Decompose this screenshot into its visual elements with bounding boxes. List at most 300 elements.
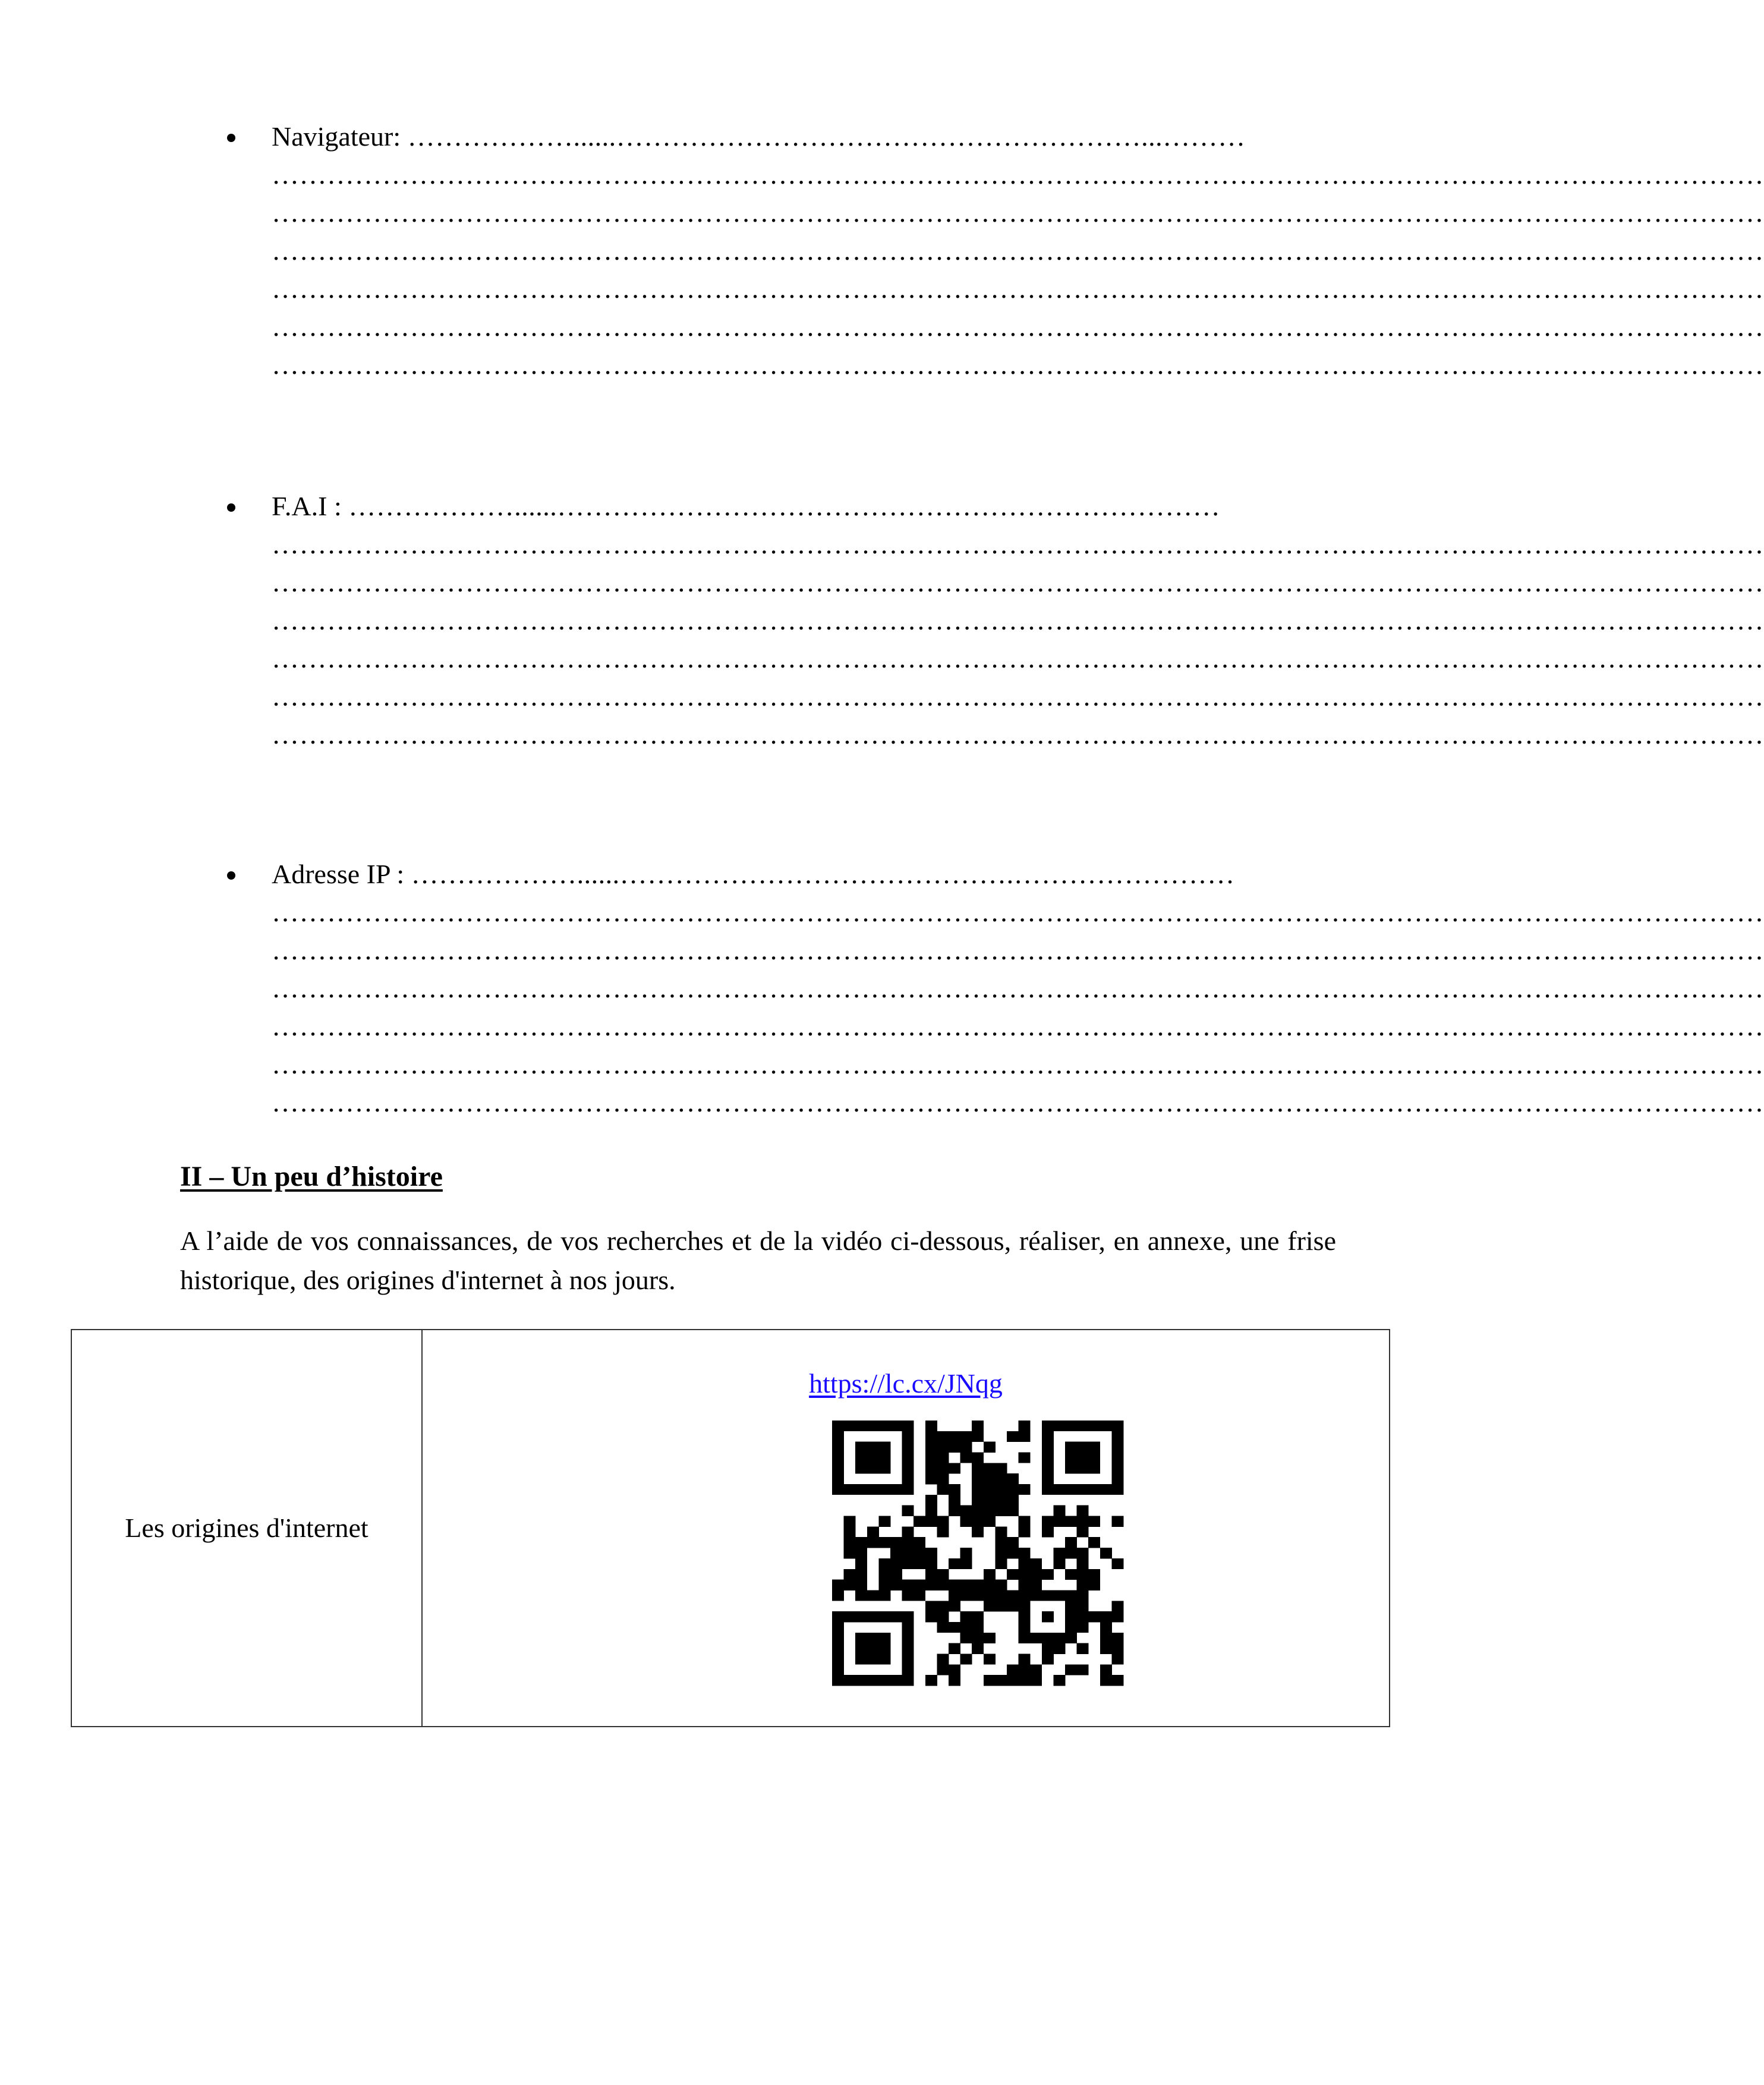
qr-module [1111, 1601, 1123, 1611]
qr-module [1019, 1526, 1031, 1537]
qr-module [1053, 1675, 1065, 1686]
answer-line: ……………………………………………………………………………………………………………………………………………… [272, 197, 1764, 228]
qr-module [949, 1463, 960, 1473]
qr-module [1100, 1622, 1112, 1633]
answer-line: ……………………………………………………………………………………………………………………………………………… [272, 1011, 1764, 1041]
qr-module [1053, 1590, 1065, 1601]
qr-module [844, 1675, 856, 1686]
qr-module [1042, 1653, 1054, 1664]
qr-module [937, 1569, 949, 1580]
qr-module [878, 1453, 890, 1463]
qr-module [878, 1463, 890, 1473]
qr-module [1042, 1453, 1054, 1463]
qr-module [1019, 1653, 1031, 1664]
qr-module [1088, 1453, 1100, 1463]
qr-module [949, 1580, 960, 1590]
qr-module [878, 1580, 890, 1590]
qr-module [890, 1558, 902, 1569]
qr-module [1077, 1622, 1089, 1633]
qr-module [878, 1653, 890, 1664]
qr-module [890, 1421, 902, 1431]
qr-module [995, 1463, 1007, 1473]
answer-line: ……………………………………………………………………………………………………………………………………………… [272, 159, 1764, 190]
qr-module [902, 1611, 914, 1622]
qr-module [1100, 1611, 1112, 1622]
qr-module [949, 1675, 960, 1686]
qr-module [1100, 1421, 1112, 1431]
qr-module [902, 1633, 914, 1643]
qr-module [1077, 1484, 1089, 1495]
qr-module [1111, 1442, 1123, 1453]
qr-module [972, 1473, 984, 1484]
qr-module [960, 1633, 972, 1643]
qr-module [878, 1611, 890, 1622]
qr-module [902, 1421, 914, 1431]
qr-module [984, 1675, 996, 1686]
qr-module [844, 1526, 856, 1537]
qr-module [890, 1580, 902, 1590]
qr-module [1042, 1431, 1054, 1442]
qr-module [855, 1611, 867, 1622]
qr-module [949, 1601, 960, 1611]
qr-module [1053, 1643, 1065, 1654]
qr-module [844, 1516, 856, 1527]
qr-module [902, 1653, 914, 1664]
qr-module [1077, 1580, 1089, 1590]
qr-module [984, 1442, 996, 1453]
qr-module [1077, 1558, 1089, 1569]
qr-module [1065, 1453, 1077, 1463]
qr-module [937, 1622, 949, 1633]
answer-line: ……………………………………………………………………………………………………………………………………………… [272, 1049, 1764, 1079]
qr-module [1019, 1590, 1031, 1601]
qr-module [902, 1473, 914, 1484]
qr-module [972, 1506, 984, 1516]
qr-module [995, 1495, 1007, 1506]
qr-module [1065, 1548, 1077, 1558]
bullet-icon [227, 134, 235, 142]
definition-lead [272, 119, 1246, 155]
qr-module [890, 1611, 902, 1622]
qr-module [1019, 1622, 1031, 1633]
qr-module [902, 1484, 914, 1495]
qr-module [949, 1431, 960, 1442]
qr-module [832, 1442, 844, 1453]
qr-module [937, 1473, 949, 1484]
qr-module [1100, 1643, 1112, 1654]
answer-line: ……………………………………………………………………………………………………………………………………………… [272, 897, 1764, 927]
qr-module [949, 1506, 960, 1516]
qr-module [1019, 1453, 1031, 1463]
qr-module [937, 1453, 949, 1463]
qr-module [984, 1590, 996, 1601]
qr-module [960, 1548, 972, 1558]
resource-label: Les origines d'internet [125, 1513, 368, 1543]
answer-line: ……………………………………………………………………………………………………………………………………………… [272, 973, 1764, 1003]
qr-module [1019, 1421, 1031, 1431]
qr-module [867, 1453, 879, 1463]
qr-module [878, 1484, 890, 1495]
qr-module [832, 1484, 844, 1495]
qr-module [855, 1484, 867, 1495]
qr-module [984, 1633, 996, 1643]
qr-module [902, 1537, 914, 1548]
qr-module [890, 1675, 902, 1686]
qr-module [1053, 1506, 1065, 1516]
qr-module [1007, 1484, 1019, 1495]
qr-module [984, 1653, 996, 1664]
qr-module [1100, 1675, 1112, 1686]
qr-module [1088, 1611, 1100, 1622]
qr-module [890, 1484, 902, 1495]
qr-module [1042, 1590, 1054, 1601]
answer-line: ……………………………………………………………………………………………………………………………………………… [272, 681, 1764, 711]
qr-module [995, 1526, 1007, 1537]
qr-module [1111, 1473, 1123, 1484]
qr-module [832, 1611, 844, 1622]
qr-module [949, 1558, 960, 1569]
qr-module [1042, 1473, 1054, 1484]
qr-module [855, 1633, 867, 1643]
qr-module [1019, 1633, 1031, 1643]
qr-module [1111, 1653, 1123, 1664]
qr-module [1077, 1463, 1089, 1473]
qr-module [1111, 1558, 1123, 1569]
qr-module [855, 1590, 867, 1601]
qr-module [1111, 1431, 1123, 1442]
qr-module [995, 1537, 1007, 1548]
definition-lead [272, 489, 1220, 524]
qr-module [925, 1558, 937, 1569]
answer-line: ……………………………………………………………………………………………………………………………………………… [272, 1087, 1764, 1117]
definition-lead [272, 856, 1235, 892]
qr-module [878, 1675, 890, 1686]
qr-module [1030, 1569, 1042, 1580]
qr-module [855, 1675, 867, 1686]
answer-dots: ………………......…………………………………………………...……… [407, 121, 1246, 152]
qr-module [855, 1569, 867, 1580]
qr-module [878, 1421, 890, 1431]
qr-module [1100, 1548, 1112, 1558]
qr-module [925, 1473, 937, 1484]
qr-module [855, 1558, 867, 1569]
qr-module [902, 1590, 914, 1601]
qr-module [949, 1643, 960, 1654]
qr-module [855, 1580, 867, 1590]
qr-module [902, 1442, 914, 1453]
qr-module [972, 1516, 984, 1527]
qr-module [878, 1590, 890, 1601]
qr-module [902, 1558, 914, 1569]
qr-module [1088, 1516, 1100, 1527]
section-title: II – Un peu d’histoire [180, 1161, 443, 1192]
qr-module [878, 1442, 890, 1453]
qr-module [1007, 1537, 1019, 1548]
qr-module [925, 1611, 937, 1622]
qr-module [984, 1495, 996, 1506]
qr-module [925, 1506, 937, 1516]
qr-module [1007, 1548, 1019, 1558]
qr-module [949, 1484, 960, 1495]
qr-module [1030, 1664, 1042, 1675]
answer-line: ……………………………………………………………………………………………………………………………………………… [272, 273, 1764, 304]
qr-module [937, 1611, 949, 1622]
qr-module [1007, 1664, 1019, 1675]
qr-module [925, 1580, 937, 1590]
qr-module [1088, 1463, 1100, 1473]
qr-module [1019, 1664, 1031, 1675]
qr-module [1111, 1421, 1123, 1431]
qr-module [1042, 1484, 1054, 1495]
qr-module [937, 1431, 949, 1442]
qr-module [949, 1495, 960, 1506]
qr-module [902, 1453, 914, 1463]
qr-module [937, 1516, 949, 1527]
qr-module [937, 1580, 949, 1590]
qr-module [867, 1611, 879, 1622]
qr-module [1053, 1421, 1065, 1431]
qr-module [1053, 1484, 1065, 1495]
qr-module [995, 1473, 1007, 1484]
bullet-icon [227, 503, 235, 512]
qr-module [1007, 1506, 1019, 1516]
qr-module [832, 1463, 844, 1473]
qr-module [1019, 1601, 1031, 1611]
qr-module [995, 1601, 1007, 1611]
qr-module [1053, 1548, 1065, 1558]
qr-module [832, 1590, 844, 1601]
qr-module [1077, 1590, 1089, 1601]
qr-module [925, 1601, 937, 1611]
qr-module [1019, 1611, 1031, 1622]
definition-label: F.A.I : [272, 491, 342, 521]
qr-module [902, 1664, 914, 1675]
qr-module [1030, 1675, 1042, 1686]
qr-module [972, 1580, 984, 1590]
qr-module [1077, 1453, 1089, 1463]
qr-module [1065, 1442, 1077, 1453]
qr-module [1077, 1569, 1089, 1580]
qr-module [925, 1431, 937, 1442]
qr-module [832, 1633, 844, 1643]
qr-module [832, 1421, 844, 1431]
qr-module [878, 1643, 890, 1654]
qr-module [867, 1643, 879, 1654]
qr-module [972, 1495, 984, 1506]
qr-module [960, 1590, 972, 1601]
answer-line: ……………………………………………………………………………………………………………………………………………… [272, 311, 1764, 342]
qr-module [1042, 1569, 1054, 1580]
qr-module [832, 1653, 844, 1664]
qr-module [1111, 1675, 1123, 1686]
qr-module [890, 1569, 902, 1580]
qr-module [1042, 1643, 1054, 1654]
qr-module [949, 1590, 960, 1601]
qr-module [995, 1580, 1007, 1590]
qr-module [914, 1590, 925, 1601]
qr-module [844, 1421, 856, 1431]
qr-module [878, 1569, 890, 1580]
qr-module [984, 1580, 996, 1590]
qr-module [925, 1463, 937, 1473]
qr-module [855, 1453, 867, 1463]
qr-module [1111, 1484, 1123, 1495]
qr-module [972, 1622, 984, 1633]
instructions-paragraph: A l’aide de vos connaissances, de vos recherches et de la vidéo ci-dessous, réaliser, en annexe, une frise historique, des origines d'internet à nos jours. [180, 1226, 1336, 1295]
qr-module [960, 1442, 972, 1453]
qr-module [1077, 1442, 1089, 1453]
answer-line: ……………………………………………………………………………………………………………………………………………… [272, 719, 1764, 749]
qr-module [1077, 1643, 1089, 1654]
qr-module [832, 1622, 844, 1633]
qr-module [1030, 1590, 1042, 1601]
qr-module [832, 1431, 844, 1442]
qr-module [949, 1442, 960, 1453]
qr-module [1019, 1569, 1031, 1580]
qr-module [867, 1633, 879, 1643]
qr-module [1065, 1421, 1077, 1431]
qr-module [902, 1675, 914, 1686]
qr-module [925, 1548, 937, 1558]
qr-module [867, 1590, 879, 1601]
qr-module [949, 1622, 960, 1633]
qr-module [925, 1453, 937, 1463]
answer-dots: ………………......…………………………………….…………………… [411, 859, 1235, 889]
qr-module [902, 1580, 914, 1590]
qr-module [937, 1601, 949, 1611]
qr-module [1100, 1484, 1112, 1495]
qr-module [1042, 1611, 1054, 1622]
qr-module [1053, 1516, 1065, 1527]
qr-module [937, 1526, 949, 1537]
qr-module [984, 1484, 996, 1495]
qr-module [1065, 1463, 1077, 1473]
answer-dots: ………………......……………………………………………………………… [348, 491, 1221, 521]
qr-module [995, 1558, 1007, 1569]
qr-module [972, 1633, 984, 1643]
qr-module [867, 1653, 879, 1664]
qr-module [855, 1463, 867, 1473]
qr-module [855, 1643, 867, 1654]
resource-label-cell [72, 1330, 423, 1726]
qr-module [890, 1548, 902, 1558]
qr-module [844, 1611, 856, 1622]
qr-module [1111, 1633, 1123, 1643]
qr-module [972, 1463, 984, 1473]
qr-module [878, 1558, 890, 1569]
qr-module [1030, 1558, 1042, 1569]
qr-module [984, 1463, 996, 1473]
qr-module [867, 1442, 879, 1453]
qr-module [914, 1548, 925, 1558]
qr-module [972, 1526, 984, 1537]
qr-module [984, 1569, 996, 1580]
answer-line: ……………………………………………………………………………………………………………………………………………… [272, 567, 1764, 597]
qr-module [1077, 1506, 1089, 1516]
qr-module [914, 1558, 925, 1569]
qr-module [937, 1664, 949, 1675]
qr-module [960, 1580, 972, 1590]
qr-module [832, 1675, 844, 1686]
qr-module [832, 1580, 844, 1590]
qr-module [902, 1548, 914, 1558]
qr-module [972, 1421, 984, 1431]
qr-module [867, 1421, 879, 1431]
qr-module [1077, 1611, 1089, 1622]
qr-module [902, 1431, 914, 1442]
qr-module [937, 1653, 949, 1664]
qr-module [1111, 1516, 1123, 1527]
qr-module [960, 1506, 972, 1516]
answer-line: ……………………………………………………………………………………………………………………………………………… [272, 529, 1764, 559]
qr-module [832, 1643, 844, 1654]
qr-module [855, 1653, 867, 1664]
qr-module [1111, 1463, 1123, 1473]
qr-module [832, 1664, 844, 1675]
qr-module [925, 1442, 937, 1453]
qr-module [1077, 1526, 1089, 1537]
qr-module [937, 1442, 949, 1453]
qr-module [1077, 1421, 1089, 1431]
qr-module [867, 1526, 879, 1537]
qr-module [972, 1484, 984, 1495]
qr-module [1088, 1421, 1100, 1431]
qr-module [1019, 1580, 1031, 1590]
qr-module [914, 1580, 925, 1590]
qr-module [1065, 1664, 1077, 1675]
qr-module [867, 1484, 879, 1495]
qr-module [832, 1473, 844, 1484]
qr-module [925, 1516, 937, 1527]
qr-module [1077, 1601, 1089, 1611]
qr-module [984, 1601, 996, 1611]
qr-module [1065, 1633, 1077, 1643]
answer-line: ……………………………………………………………………………………………………………………………………………… [272, 349, 1764, 380]
qr-module [1065, 1622, 1077, 1633]
qr-module [1019, 1484, 1031, 1495]
qr-module [960, 1622, 972, 1633]
qr-module [1042, 1633, 1054, 1643]
qr-module [1088, 1484, 1100, 1495]
qr-module [960, 1653, 972, 1664]
qr-module [995, 1548, 1007, 1558]
qr-module [972, 1431, 984, 1442]
qr-module [1007, 1675, 1019, 1686]
qr-module [1111, 1643, 1123, 1654]
resource-table [71, 1329, 1390, 1727]
qr-module [832, 1453, 844, 1463]
qr-module [914, 1516, 925, 1527]
qr-module [925, 1495, 937, 1506]
qr-module [1019, 1548, 1031, 1558]
qr-module [878, 1633, 890, 1643]
qr-module [1019, 1431, 1031, 1442]
qr-module [937, 1463, 949, 1473]
qr-module [925, 1421, 937, 1431]
qr-code-icon[interactable] [832, 1421, 1123, 1686]
qr-module [995, 1484, 1007, 1495]
bullet-icon [227, 871, 235, 880]
qr-module [844, 1569, 856, 1580]
qr-module [1065, 1601, 1077, 1611]
qr-module [1019, 1558, 1031, 1569]
qr-module [984, 1516, 996, 1527]
video-link[interactable]: https://lc.cx/JNqg [809, 1368, 1003, 1399]
qr-module [902, 1526, 914, 1537]
qr-module [1065, 1590, 1077, 1601]
qr-module [1053, 1558, 1065, 1569]
qr-module [984, 1473, 996, 1484]
